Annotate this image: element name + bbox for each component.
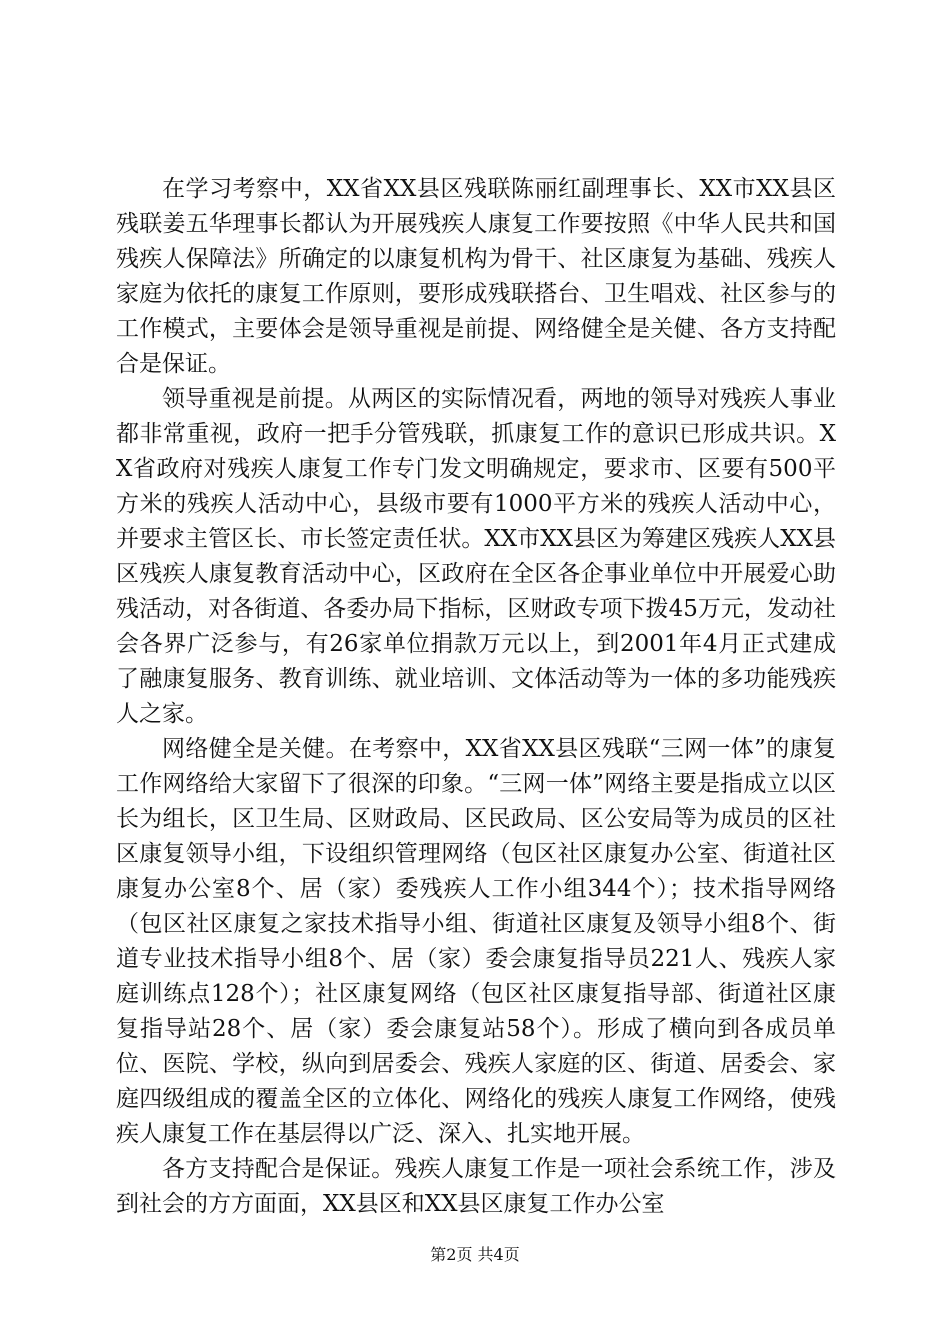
- page-footer: 第2页 共4页: [430, 1245, 520, 1264]
- paragraph: 网络健全是关健。在考察中，XX省XX县区残联“三网一体”的康复工作网络给大家留下了很深的印象。“三网一体”网络主要是指成立以区长为组长，区卫生局、区财政局、区民政局、区公安局等为成员的区社区康复领导小组，下设组织管理网络（包区社区康复办公室、街道社区康复办公室8个、居（家）委残疾人工作小组344个）；技术指导网络（包区社区康复之家技术指导小组、街道社区康复及领导小组8个、街道专业技术指导小组8个、居（家）委会康复指导员221人、残疾人家庭训练点128个）；社区康复网络（包区社区康复指导部、街道社区康复指导站28个、居（家）委会康复站58个）。形成了横向到各成员单位、医院、学校，纵向到居委会、残疾人家庭的区、街道、居委会、家庭四级组成的覆盖全区的立体化、网络化的残疾人康复工作网络，使残疾人康复工作在基层得以广泛、深入、扎实地开展。: [116, 736, 836, 1147]
- paragraph: 各方支持配合是保证。残疾人康复工作是一项社会系统工作，涉及到社会的方方面面，XX县区和XX县区康复工作办公室: [116, 1156, 836, 1217]
- paragraph: 在学习考察中，XX省XX县区残联陈丽红副理事长、XX市XX县区残联姜五华理事长都认为开展残疾人康复工作要按照《中华人民共和国残疾人保障法》所确定的以康复机构为骨干、社区康复为基础、残疾人家庭为依托的康复工作原则，要形成残联搭台、卫生唱戏、社区参与的工作模式，主要体会是领导重视是前提、网络健全是关健、各方支持配合是保证。: [116, 176, 836, 377]
- document-body: [116, 172, 836, 1222]
- paragraph: 领导重视是前提。从两区的实际情况看，两地的领导对残疾人事业都非常重视，政府一把手分管残联，抓康复工作的意识已形成共识。XX省政府对残疾人康复工作专门发文明确规定，要求市、区要有500平方米的残疾人活动中心，县级市要有1000平方米的残疾人活动中心，并要求主管区长、市长签定责任状。XX市XX县区为筹建区残疾人XX县区残疾人康复教育活动中心，区政府在全区各企事业单位中开展爱心助残活动，对各街道、各委办局下指标，区财政专项下拨45万元，发动社会各界广泛参与，有26家单位捐款万元以上，到2001年4月正式建成了融康复服务、教育训练、就业培训、文体活动等为一体的多功能残疾人之家。: [116, 386, 836, 727]
